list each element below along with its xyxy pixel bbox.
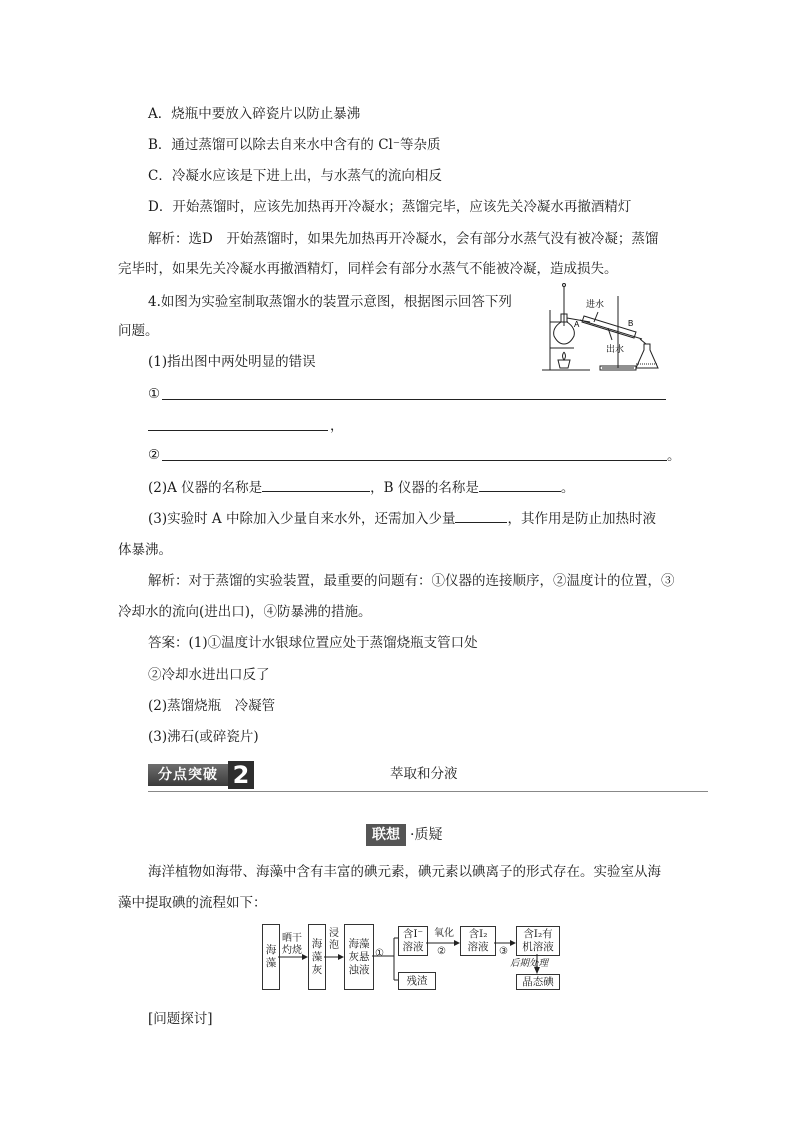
question-4-part-2 [148, 477, 574, 498]
answer-blank-b-name [479, 477, 561, 492]
analysis-1-line-2: 完毕时，如果先关冷凝水再撤酒精灯，同样会有部分水蒸气不能被冷凝，造成损失。 [118, 261, 618, 277]
answer-blank-1-cont [148, 430, 328, 431]
blank-1-marker: ① [148, 386, 161, 402]
flow-step-2: ② [437, 946, 446, 957]
label-a: A [574, 320, 580, 329]
analysis-1-line-1: 解析：选D 开始蒸馏时，如果先加热再开冷凝水，会有部分水蒸气没有被冷凝；蒸馏 [148, 231, 659, 247]
option-b: B．通过蒸馏可以除去自来水中含有的 Cl⁻等杂质 [148, 137, 441, 153]
flow-edge-dry-burn: 晒干 灼烧 [282, 933, 302, 956]
lianxiang-heading [366, 824, 442, 846]
distillation-apparatus-figure [540, 282, 670, 378]
option-a: A．烧瓶中要放入碎瓷片以防止暴沸 [148, 106, 361, 122]
question-4-part-1: (1)指出图中两处明显的错误 [148, 354, 316, 370]
option-c: C．冷凝水应该是下进上出，与水蒸气的流向相反 [148, 168, 442, 184]
option-d: D．开始蒸馏时，应该先加热再开冷凝水；蒸馏完毕，应该先关冷凝水再撤酒精灯 [148, 199, 632, 215]
flow-node-seaweed: 海藻 [262, 924, 280, 990]
part-2-text-a: (2)A 仪器的名称是 [148, 480, 263, 496]
answer-blank-additive [455, 508, 507, 523]
question-4-part-3 [148, 508, 656, 529]
question-4-stem-end: 问题。 [118, 323, 159, 339]
flow-arrow-1 [278, 954, 308, 960]
alcohol-lamp [558, 360, 570, 368]
part-3-text-a: (3)实验时 A 中除加入少量自来水外，还需加入少量 [148, 511, 456, 527]
label-in-water: 进水 [586, 299, 605, 309]
flow-branch-filter [372, 932, 400, 988]
discussion-heading: [问题探讨] [148, 1011, 213, 1027]
analysis-2-line-2: 冷却水的流向(进出口)，④防暴沸的措施。 [118, 604, 372, 620]
flow-node-iodide-solution: 含I⁻ 溶液 [398, 926, 428, 956]
lianxiang-badge: 联想 [366, 824, 406, 846]
intro-line-1: 海洋植物如海带、海藻中含有丰富的碘元素，碘元素以碘离子的形式存在。实验室从海 [148, 864, 661, 880]
analysis-2-line-1: 解析：对于蒸馏的实验装置，最重要的问题有：①仪器的连接顺序，②温度计的位置，③ [148, 573, 675, 589]
answer-line-1: 答案：(1)①温度计水银球位置应处于蒸馏烧瓶支管口处 [148, 635, 478, 651]
question-4-stem: 4.如图为实验室制取蒸馏水的装置示意图，根据图示回答下列 [148, 294, 512, 310]
flow-arrow-2 [324, 954, 344, 960]
blank-1-comma: ， [330, 418, 344, 434]
part-3-text-b: ，其作用是防止加热时液 [507, 511, 656, 527]
label-out-water: 出水 [606, 344, 625, 354]
section-badge-text: 分点突破 [148, 764, 228, 786]
blank-2-marker: ② [148, 447, 161, 463]
section-title: 萃取和分液 [390, 766, 458, 782]
part-2-text-b: ，B 仪器的名称是 [370, 480, 479, 496]
lianxiang-rest: 质疑 [414, 827, 443, 843]
label-b: B [628, 319, 634, 328]
flow-edge-oxidize: 氧化 [434, 928, 454, 939]
flow-node-iodine-solution: 含I₂ 溶液 [460, 926, 496, 956]
flow-step-1: ① [375, 948, 384, 959]
answer-blank-2 [162, 460, 667, 461]
flow-node-seaweed-ash: 海藻灰 [308, 924, 326, 990]
answer-line-2: ②冷却水进出口反了 [148, 667, 270, 683]
answer-line-3: (2)蒸馏烧瓶 冷凝管 [148, 698, 276, 714]
answer-blank-a-name [262, 477, 370, 492]
flow-node-residue: 残渣 [398, 972, 436, 990]
flow-node-organic-solution: 含I₂有 机溶液 [516, 926, 560, 956]
flow-edge-post-treatment: 后期处理 [510, 958, 549, 969]
section-badge-number: 2 [228, 761, 254, 789]
answer-blank-1 [162, 399, 666, 400]
flow-edge-soak: 浸泡 [329, 928, 339, 951]
question-4-part-3-end: 体暴沸。 [118, 542, 172, 558]
section-divider [148, 791, 708, 792]
answer-line-4: (3)沸石(或碎瓷片) [148, 729, 259, 745]
section-badge [148, 761, 258, 789]
flow-node-crystal-iodine: 晶态碘 [516, 974, 560, 990]
flow-step-3: ③ [499, 946, 508, 957]
lianxiang-dot: · [410, 827, 415, 843]
flow-node-suspension: 海藻 灰悬 浊液 [344, 924, 374, 990]
part-2-text-c: 。 [560, 480, 575, 496]
intro-line-2: 藻中提取碘的流程如下： [118, 895, 267, 911]
blank-2-period: 。 [667, 448, 681, 464]
